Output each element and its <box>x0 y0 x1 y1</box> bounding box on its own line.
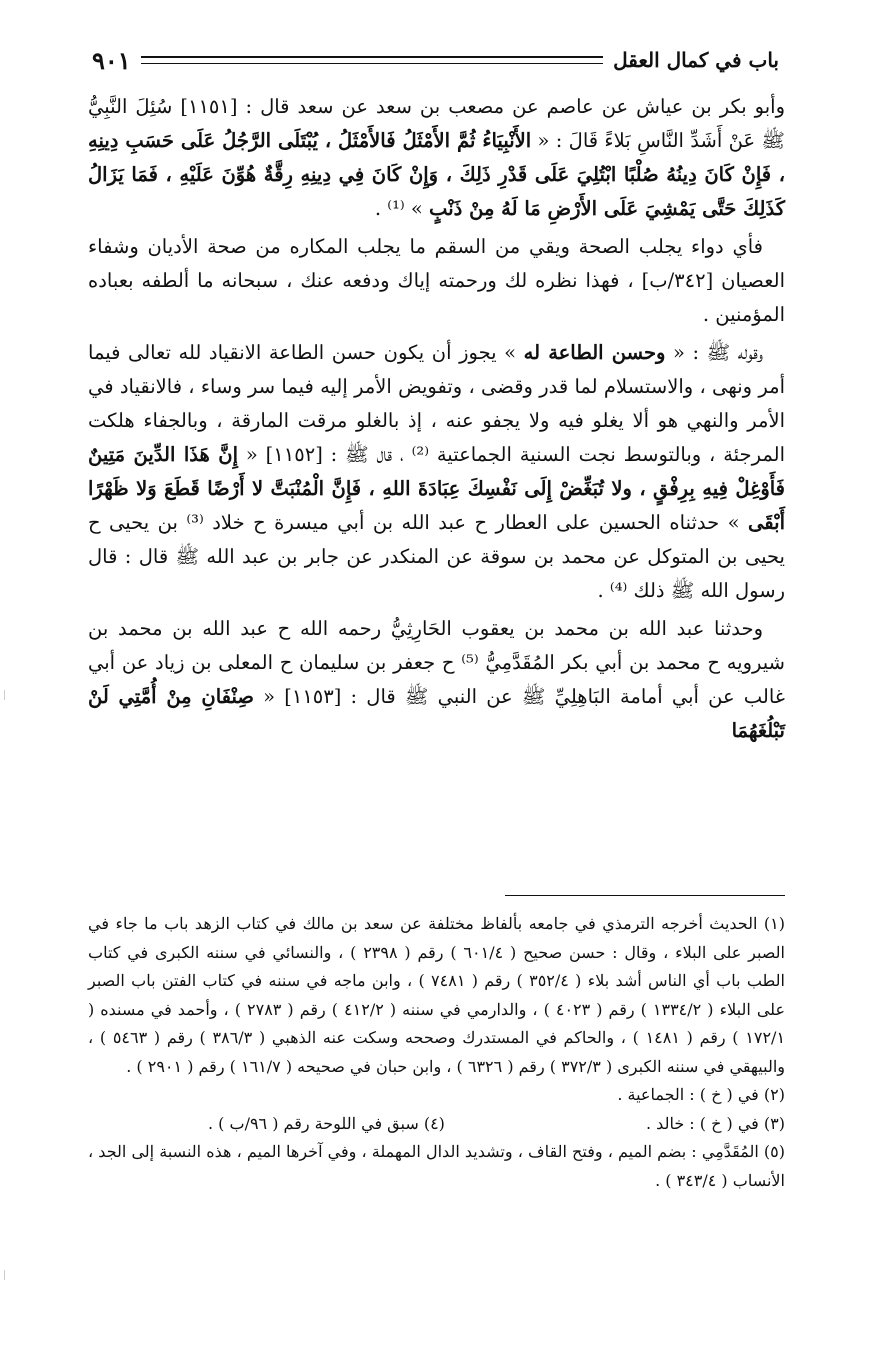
scan-edge-mark <box>4 690 5 700</box>
footnote-4: (٤) سبق في اللوحة رقم ( ٩٦/ب ) . <box>208 1113 445 1133</box>
scan-edge-mark <box>4 1270 5 1280</box>
paragraph-3 <box>88 336 785 608</box>
paragraph-1-close: » ⁽¹⁾ . <box>374 197 430 220</box>
footnote-row <box>88 1110 785 1139</box>
header-rule <box>141 56 603 64</box>
main-text <box>88 90 785 752</box>
paragraph-4 <box>88 612 785 748</box>
paragraph-4-intro: وحدثنا عبد الله بن محمد بن يعقوب الحَارِثِيُّ رحمه الله ح عبد الله بن محمد بن شيرويه ح محمد بن أبي بكر المُقَدَّمِيُّ ⁽⁵⁾ ح جعفر بن سليمان ح المعلى بن زياد عن أبي غالب عن أبي أمامة البَاهِلِيِّ ﷺ عن النبي ﷺ قال : [١١٥٣] « <box>88 617 786 708</box>
phrase-obedience: وحسن الطاعة له <box>523 341 666 364</box>
paragraph-3-middle: » يجوز أن يكون حسن الطاعة الانقياد لله تعالى فيما أمر ونهى ، والاستسلام لما قدر وقضى ، وتفويض الأمر إليه فيما سر وساء ، فالانقياد في الأمر والنهي هو ألا يغلو فيه ولا يجفو عنه ، إذ بالغلو مرقت المارقة ، وبالجفاء هلكت المرجئة ، وبالتوسط نجت السنية الجماعتية ⁽²⁾ ، قال ﷺ : [١١٥٢] « <box>88 341 785 466</box>
footnote-1: (١) الحديث أخرجه الترمذي في جامعه بألفاظ مختلفة عن سعد بن مالك في كتاب الزهد باب ما جاء في الصبر على البلاء ، وقال : حسن صحيح ( ٦٠١/٤ ) رقم ( ٢٣٩٨ ) ، والنسائي في سننه الكبرى في كتاب الطب باب أي الناس أشد بلاء ( ٣٥٢/٤ ) رقم ( ٧٤٨١ ) ، وابن ماجه في سننه في كتاب الفتن باب الصبر على البلاء ( ١٣٣٤/٢ ) رقم ( ٤٠٢٣ ) ، والدارمي في سننه ( ٤١٢/٢ ) رقم ( ٢٧٨٣ ) ، وأحمد في مسنده ( ١٧٢/١ ) رقم ( ١٤٨١ ) ، والحاكم في المستدرك وصححه وسكت عنه الذهبي ( ٣٨٦/٣ ) رقم ( ٥٤٦٣ ) ، والبيهقي في سننه الكبرى ( ٣٧٢/٣ ) رقم ( ٦٣٢٦ ) ، وابن حبان في صحيحه ( ١٦١/٧ ) رقم ( ٢٩٠١ ) . <box>88 914 786 1076</box>
footnote-separator <box>505 895 785 896</box>
hadith-1151: الأَنْبِيَاءُ ثُمَّ الأَمْثَلُ فَالأَمْثَلُ ، يُبْتَلَى الرَّجُلُ عَلَى حَسَبِ دِينِهِ ، فَإِنْ كَانَ دِينُهُ صُلْبًا ابْتُلِيَ عَلَى قَدْرِ ذَلِكَ ، وَإِنْ كَانَ فِي دِينِهِ رِقَّةٌ هُوِّنَ عَلَيْهِ ، فَمَا يَزَالُ كَذَلِكَ حَتَّى يَمْشِيَ عَلَى الأَرْضِ مَا لَهُ مِنْ ذَنْبٍ <box>88 129 785 220</box>
paragraph-3-close: » حدثناه الحسين على العطار ح عبد الله بن أبي ميسرة ح خلاد ⁽³⁾ بن يحيى ح يحيى بن المتوكل عن محمد بن سوقة عن المنكدر عن جابر بن عبد الله ﷺ قال : قال رسول الله ﷺ ذلك ⁽⁴⁾ . <box>88 511 785 602</box>
footnote-2: (٢) في ( خ ) : الجماعية . <box>617 1085 785 1104</box>
footnote-row <box>88 1081 785 1110</box>
hadith-1153: صِنْفَانِ مِنْ أُمَّتِي لَنْ تَبْلُغَهُمَا <box>88 685 785 742</box>
footnote-5: (٥) المُقَدَّمِي : بضم الميم ، وفتح القاف ، وتشديد الدال المهملة ، وفي آخرها الميم ، هذه النسبة إلى الجد ، الأنساب ( ٣٤٣/٤ ) . <box>88 1142 786 1190</box>
footnotes <box>88 910 785 1195</box>
paragraph-3-intro: وقوله ﷺ : « <box>665 341 764 364</box>
paragraph-2: فأي دواء يجلب الصحة ويقي من السقم ما يجلب المكاره من صحة الأديان وشفاء العصيان [٣٤٢/ب] ، فهذا نظره لك ورحمته إياك ودفعه عنك ، سبحانه ما ألطفه بعباده المؤمنين . <box>88 235 785 326</box>
paragraph-1-intro: وأبو بكر بن عياش عن عاصم عن مصعب بن سعد عن سعد قال : [١١٥١] سُئِلَ النَّبِيُّ ﷺ عَنْ أَشَدِّ النَّاسِ بَلاءً قَالَ : « <box>88 95 785 152</box>
footnote-3: (٣) في ( خ ) : خالد . <box>646 1113 785 1133</box>
page-number: ٩٠١ <box>92 45 131 75</box>
page-header <box>92 42 779 78</box>
running-title: باب في كمال العقل <box>613 48 779 72</box>
hadith-1152: إِنَّ هَذَا الدِّينَ مَتِينٌ فَأَوْغِلْ فِيهِ بِرِفْقٍ ، ولا تُبَغِّضْ إِلَى نَفْسِكَ عِبَادَةَ اللهِ ، فَإِنَّ الْمُنْبَتَّ لا أَرْضًا قَطَعَ وَلا ظَهْرًا أَبْقَى <box>88 443 785 534</box>
paragraph-1 <box>88 90 785 226</box>
